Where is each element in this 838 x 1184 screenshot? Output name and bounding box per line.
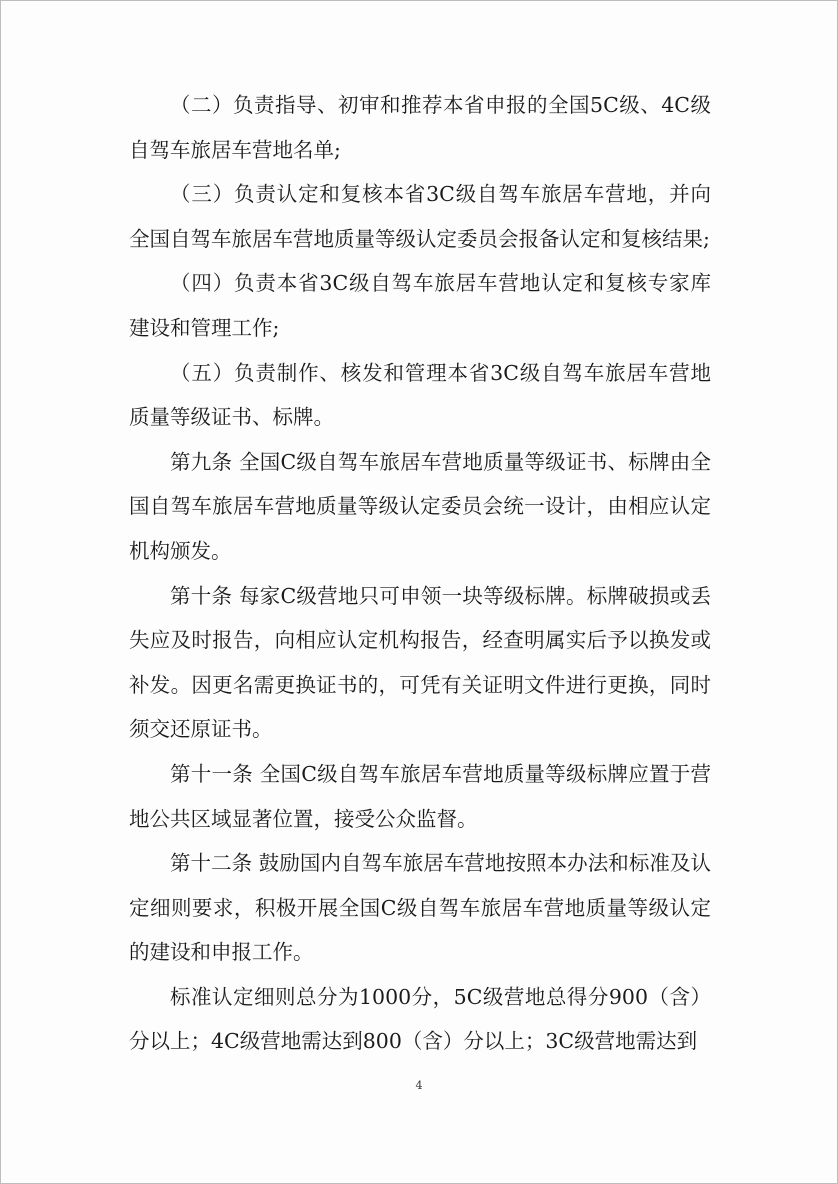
article-10: 第十条 每家C级营地只可申领一块等级标牌。标牌破损或丢失应及时报告，向相应认定机构报告，经查明属实后予以换发或补发。因更名需更换证书的，可凭有关证明文件进行更换，同时须交还原证书。	[129, 583, 711, 742]
paragraph-item-2: （二）负责指导、初审和推荐本省申报的全国5C级、4C级自驾车旅居车营地名单;	[129, 93, 711, 162]
paragraph-item-5: （五）负责制作、核发和管理本省3C级自驾车旅居车营地质量等级证书、标牌。	[129, 360, 711, 430]
paragraph-item-3: （三）负责认定和复核本省3C级自驾车旅居车营地，并向全国自驾车旅居车营地质量等级认定委员会报备认定和复核结果;	[129, 182, 711, 251]
article-11: 第十一条 全国C级自驾车旅居车营地质量等级标牌应置于营地公共区域显著位置，接受公众监督。	[129, 761, 711, 831]
article-12: 第十二条 鼓励国内自驾车旅居车营地按照本办法和标准及认定细则要求，积极开展全国C级自驾车旅居车营地质量等级认定的建设和申报工作。	[129, 851, 711, 965]
page-number: 4	[415, 1079, 423, 1092]
document-body	[129, 83, 711, 1064]
scoring-paragraph: 标准认定细则总分为1000分，5C级营地总得分900（含）分以上；4C级营地需达到800（含）分以上；3C级营地需达到	[129, 984, 711, 1054]
paragraph-item-4: （四）负责本省3C级自驾车旅居车营地认定和复核专家库建设和管理工作;	[129, 271, 711, 340]
article-9: 第九条 全国C级自驾车旅居车营地质量等级证书、标牌由全国自驾车旅居车营地质量等级认定委员会统一设计，由相应认定机构颁发。	[129, 449, 711, 563]
